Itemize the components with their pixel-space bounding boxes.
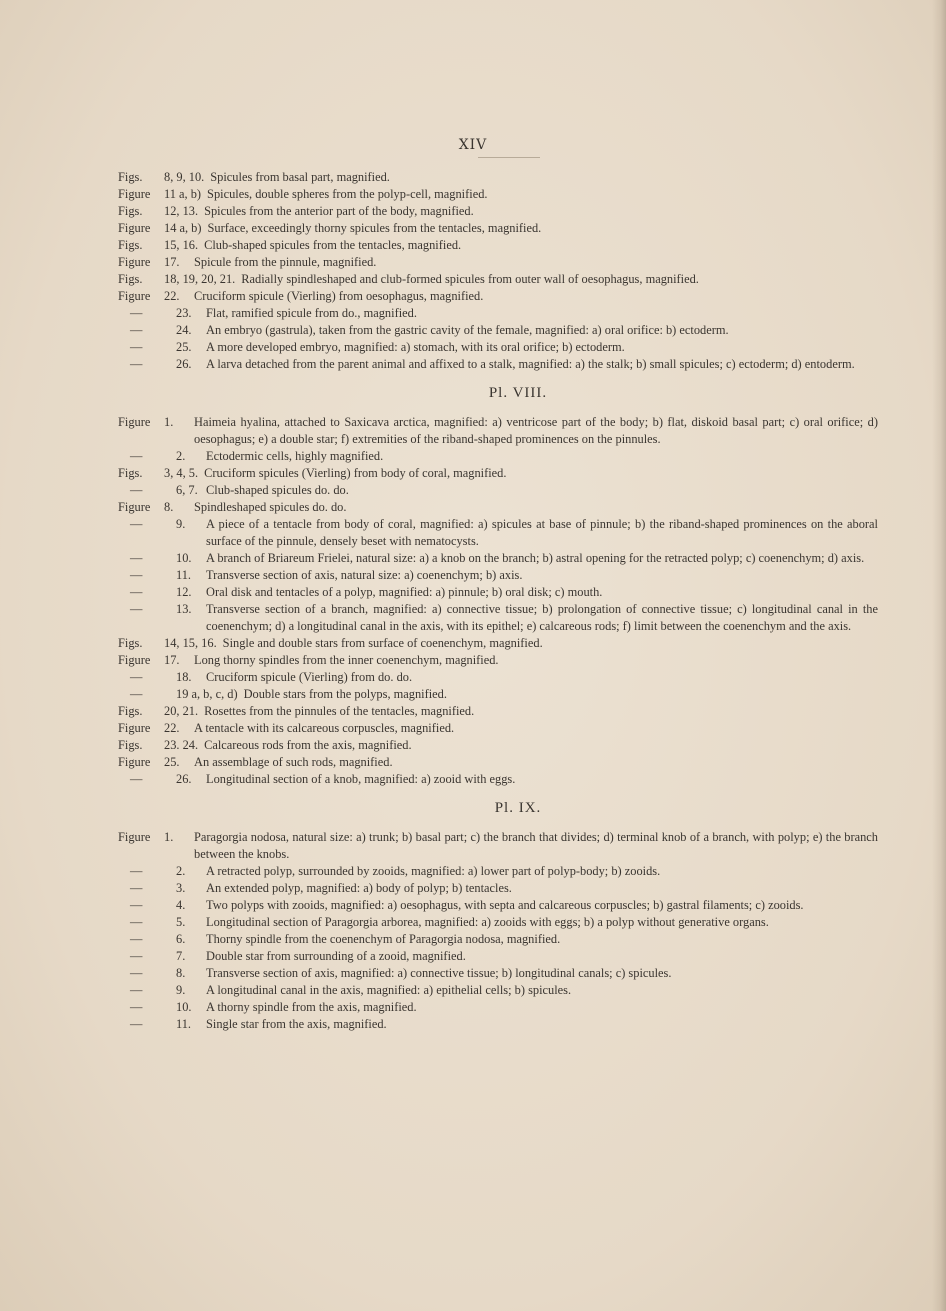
figure-number: 10.	[176, 1000, 192, 1014]
figure-entry	[118, 356, 878, 373]
figure-entry	[118, 754, 878, 771]
figure-number: 5.	[176, 915, 186, 929]
figure-label: Figs.	[118, 204, 143, 218]
figure-label: —	[130, 881, 143, 895]
figure-description: Cruciform spicule (Vierling) from oesophagus, magnified.	[194, 289, 484, 303]
figure-description: Rosettes from the pinnules of the tentacles, magnified.	[204, 704, 475, 718]
figure-number: 22.	[164, 289, 180, 303]
figure-label: —	[130, 357, 143, 371]
figure-label: Figure	[118, 830, 151, 844]
figure-label: —	[130, 949, 143, 963]
figure-entry	[118, 771, 878, 788]
figure-number: 4.	[176, 898, 186, 912]
figure-description: Spicules, double spheres from the polyp-cell, magnified.	[207, 187, 488, 201]
figure-entry	[118, 948, 878, 965]
figure-number: 3, 4, 5.	[164, 466, 199, 480]
figure-description: Calcareous rods from the axis, magnified.	[204, 738, 412, 752]
figure-label: —	[130, 517, 143, 531]
page-number-rule	[478, 157, 540, 158]
figure-label: Figure	[118, 653, 151, 667]
figure-label: Figure	[118, 500, 151, 514]
figure-description: Double stars from the polyps, magnified.	[243, 687, 447, 701]
figure-entry	[118, 516, 878, 550]
figure-number: 24.	[176, 323, 192, 337]
figure-label: Figs.	[118, 238, 143, 252]
figure-label: —	[130, 585, 143, 599]
figure-description: An embryo (gastrula), taken from the gastric cavity of the female, magnified: a) oral orifice: b) ectoderm.	[206, 323, 729, 337]
figure-description: A branch of Briareum Frielei, natural size: a) a knob on the branch; b) astral opening for the retracted polyp; c) coenenchym; d) axis.	[206, 551, 865, 565]
figure-number: 11 a, b)	[164, 187, 202, 201]
figure-number: 11.	[176, 1017, 192, 1031]
plate-heading: Pl. IX.	[494, 800, 542, 816]
figure-number: 2.	[176, 449, 186, 463]
figure-entry	[118, 203, 878, 220]
figure-entry	[118, 220, 878, 237]
figure-entry	[118, 237, 878, 254]
figure-label: Figs.	[118, 704, 143, 718]
figure-entry	[118, 254, 878, 271]
figure-number: 12, 13.	[164, 204, 199, 218]
figure-number: 18.	[176, 670, 192, 684]
figure-entry	[118, 482, 878, 499]
figure-description: Double star from surrounding of a zooid, magnified.	[206, 949, 466, 963]
figure-number: 25.	[176, 340, 192, 354]
figure-description: Surface, exceedingly thorny spicules from the tentacles, magnified.	[207, 221, 542, 235]
figure-number: 25.	[164, 755, 180, 769]
figure-label: Figure	[118, 755, 151, 769]
figure-description: A longitudinal canal in the axis, magnified: a) epithelial cells; b) spicules.	[206, 983, 572, 997]
figure-number: 1.	[164, 830, 174, 844]
figure-description: Oral disk and tentacles of a polyp, magnified: a) pinnule; b) oral disk; c) mouth.	[206, 585, 603, 599]
figure-entry	[118, 567, 878, 584]
figure-entry	[118, 414, 878, 448]
figure-label: —	[130, 323, 143, 337]
figure-number: 1.	[164, 415, 174, 429]
figure-label: Figs.	[118, 170, 143, 184]
figure-entry	[118, 499, 878, 516]
figure-entry	[118, 965, 878, 982]
figure-label: Figs.	[118, 466, 143, 480]
figure-description: Ectodermic cells, highly magnified.	[206, 449, 384, 463]
figure-label: Figs.	[118, 636, 143, 650]
figure-number: 26.	[176, 357, 192, 371]
figure-label: —	[130, 983, 143, 997]
figure-description: Cruciform spicule (Vierling) from do. do.	[206, 670, 413, 684]
figure-entry	[118, 829, 878, 863]
figure-number: 8.	[176, 966, 186, 980]
figure-description: Single star from the axis, magnified.	[206, 1017, 387, 1031]
figure-label: —	[130, 687, 143, 701]
figure-label: —	[130, 864, 143, 878]
figure-label: —	[130, 1000, 143, 1014]
figure-number: 14 a, b)	[164, 221, 202, 235]
figure-number: 26.	[176, 772, 192, 786]
figure-number: 17.	[164, 255, 180, 269]
figure-entry	[118, 999, 878, 1016]
figure-number: 9.	[176, 517, 186, 531]
figure-number: 22.	[164, 721, 180, 735]
figure-label: Figs.	[118, 738, 143, 752]
figure-number: 14, 15, 16.	[164, 636, 217, 650]
figure-description: Long thorny spindles from the inner coenenchym, magnified.	[194, 653, 499, 667]
figure-entry	[118, 635, 878, 652]
figure-number: 12.	[176, 585, 192, 599]
figure-label: —	[130, 602, 143, 616]
figure-entry	[118, 897, 878, 914]
figure-entry	[118, 339, 878, 356]
figure-entry	[118, 982, 878, 999]
figure-number: 10.	[176, 551, 192, 565]
figure-number: 20, 21.	[164, 704, 199, 718]
figure-label: Figs.	[118, 272, 143, 286]
figure-number: 23. 24.	[164, 738, 199, 752]
figure-entry	[118, 863, 878, 880]
figure-entry	[118, 914, 878, 931]
figure-description: Cruciform spicules (Vierling) from body of coral, magnified.	[204, 466, 507, 480]
figure-label: Figure	[118, 289, 151, 303]
figure-description: Club-shaped spicules from the tentacles, magnified.	[204, 238, 462, 252]
figure-number: 23.	[176, 306, 192, 320]
figure-number: 3.	[176, 881, 186, 895]
figure-description: Haimeia hyalina, attached to Saxicava arctica, magnified: a) ventricose part of the body; b) flat, diskoid basal part; c) oral orifice; d) oesophagus; e) a double star; f) extremities of the riband-shaped prominences on the pinnules.	[194, 415, 878, 446]
figure-number: 6, 7.	[176, 483, 198, 497]
figure-entry	[118, 686, 878, 703]
figure-description: Longitudinal section of a knob, magnified: a) zooid with eggs.	[206, 772, 516, 786]
figure-description: An extended polyp, magnified: a) body of polyp; b) tentacles.	[206, 881, 512, 895]
figure-description: A more developed embryo, magnified: a) stomach, with its oral orifice; b) ectoderm.	[206, 340, 625, 354]
plate-explanation-text	[118, 169, 878, 1033]
figure-number: 19 a, b, c, d)	[176, 687, 238, 701]
figure-entry	[118, 305, 878, 322]
figure-description: Flat, ramified spicule from do., magnified.	[206, 306, 417, 320]
figure-description: Spindleshaped spicules do. do.	[194, 500, 347, 514]
figure-label: —	[130, 966, 143, 980]
figure-description: Two polyps with zooids, magnified: a) oesophagus, with septa and calcareous corpuscles; b) gastral filaments; c) zooids.	[206, 898, 804, 912]
figure-entry	[118, 322, 878, 339]
figure-entry	[118, 737, 878, 754]
figure-label: Figure	[118, 415, 151, 429]
figure-description: Longitudinal section of Paragorgia arborea, magnified: a) zooids with eggs; b) a polyp without generative organs.	[206, 915, 769, 929]
figure-description: Transverse section of axis, natural size: a) coenenchym; b) axis.	[206, 568, 523, 582]
figure-label: —	[130, 772, 143, 786]
figure-number: 18, 19, 20, 21.	[164, 272, 236, 286]
figure-description: Transverse section of axis, magnified: a) connective tissue; b) longitudinal canals; c) spicules.	[206, 966, 672, 980]
figure-description: A tentacle with its calcareous corpuscles, magnified.	[194, 721, 455, 735]
figure-description: Spicules from basal part, magnified.	[210, 170, 390, 184]
figure-description: Single and double stars from surface of coenenchym, magnified.	[222, 636, 543, 650]
figure-label: —	[130, 306, 143, 320]
figure-label: —	[130, 932, 143, 946]
figure-number: 8.	[164, 500, 174, 514]
figure-label: —	[130, 449, 143, 463]
page-edge-shadow	[932, 0, 946, 1311]
figure-number: 8, 9, 10.	[164, 170, 205, 184]
figure-label: —	[130, 898, 143, 912]
figure-entry	[118, 465, 878, 482]
figure-entry	[118, 288, 878, 305]
figure-entry	[118, 448, 878, 465]
figure-label: Figure	[118, 255, 151, 269]
figure-label: —	[130, 483, 143, 497]
figure-entry	[118, 271, 878, 288]
figure-number: 11.	[176, 568, 192, 582]
figure-entry	[118, 550, 878, 567]
figure-number: 9.	[176, 983, 186, 997]
figure-entry	[118, 1016, 878, 1033]
figure-description: A piece of a tentacle from body of coral, magnified: a) spicules at base of pinnule; b) the riband-shaped prominences on the aboral surface of the pinnule, densely beset with nematocysts.	[206, 517, 878, 548]
figure-entry	[118, 652, 878, 669]
figure-entry	[118, 584, 878, 601]
figure-number: 13.	[176, 602, 192, 616]
figure-description: Transverse section of a branch, magnified: a) connective tissue; b) prolongation of connective tissue; c) longitudinal canal in the coenenchym; d) a longitudinal canal in the axis, with its epithel; e) calcareous rods; f) limit between the coenenchym and the axis.	[206, 602, 878, 633]
figure-label: Figure	[118, 187, 151, 201]
figure-number: 17.	[164, 653, 180, 667]
figure-entry	[118, 880, 878, 897]
figure-label: —	[130, 670, 143, 684]
figure-description: Spicule from the pinnule, magnified.	[194, 255, 377, 269]
figure-description: Club-shaped spicules do. do.	[206, 483, 349, 497]
figure-label: Figure	[118, 221, 151, 235]
figure-entry	[118, 169, 878, 186]
figure-label: —	[130, 1017, 143, 1031]
figure-description: Radially spindleshaped and club-formed spicules from outer wall of oesophagus, magnified.	[241, 272, 699, 286]
figure-description: Spicules from the anterior part of the body, magnified.	[204, 204, 474, 218]
figure-label: —	[130, 915, 143, 929]
figure-entry	[118, 931, 878, 948]
figure-entry	[118, 703, 878, 720]
figure-description: A thorny spindle from the axis, magnified.	[206, 1000, 417, 1014]
figure-number: 6.	[176, 932, 186, 946]
figure-number: 15, 16.	[164, 238, 199, 252]
figure-number: 7.	[176, 949, 186, 963]
page-number: XIV	[458, 137, 488, 153]
figure-label: Figure	[118, 721, 151, 735]
figure-label: —	[130, 551, 143, 565]
figure-description: A retracted polyp, surrounded by zooids, magnified: a) lower part of polyp-body; b) zooids.	[206, 864, 661, 878]
figure-entry	[118, 601, 878, 635]
figure-description: Paragorgia nodosa, natural size: a) trunk; b) basal part; c) the branch that divides; d) terminal knob of a branch, with polyp; e) the branch between the knobs.	[194, 830, 878, 861]
figure-entry	[118, 186, 878, 203]
figure-description: Thorny spindle from the coenenchym of Paragorgia nodosa, magnified.	[206, 932, 561, 946]
figure-description: A larva detached from the parent animal and affixed to a stalk, magnified: a) the stalk; b) small spicules; c) ectoderm; d) entoderm.	[206, 357, 855, 371]
figure-label: —	[130, 568, 143, 582]
figure-entry	[118, 669, 878, 686]
figure-number: 2.	[176, 864, 186, 878]
plate-heading: Pl. VIII.	[488, 385, 548, 401]
figure-description: An assemblage of such rods, magnified.	[194, 755, 393, 769]
figure-entry	[118, 720, 878, 737]
figure-label: —	[130, 340, 143, 354]
